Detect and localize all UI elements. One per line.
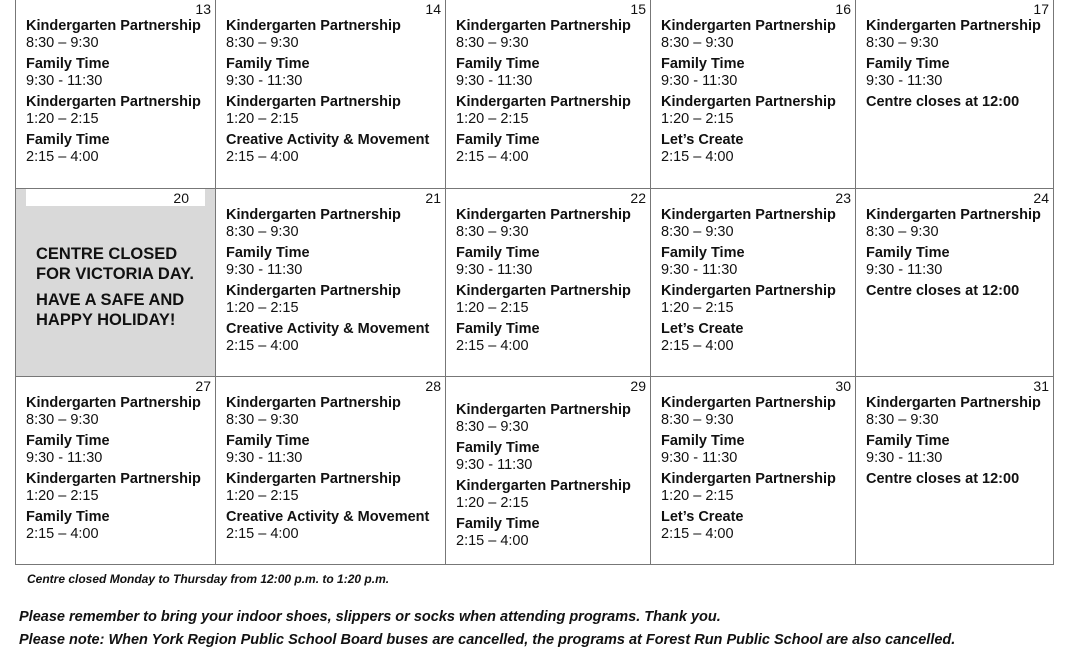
calendar-day-cell	[856, 376, 1054, 564]
event-title: Let’s Create	[661, 508, 744, 525]
event-time: 8:30 – 9:30	[456, 35, 529, 51]
day-number: 20	[26, 189, 205, 206]
day-number: 15	[630, 1, 646, 17]
early-close-note: Centre closes at 12:00	[866, 282, 1020, 299]
event-title: Family Time	[456, 320, 540, 337]
program-event	[456, 17, 640, 52]
event-time: 2:15 – 4:00	[226, 149, 299, 165]
event-title: Kindergarten Partnership	[661, 94, 836, 110]
event-time: 2:15 – 4:00	[456, 337, 529, 354]
program-event	[661, 320, 845, 355]
event-time: 8:30 – 9:30	[866, 411, 939, 428]
program-event	[456, 93, 640, 128]
event-time: 9:30 - 11:30	[456, 261, 533, 278]
event-time: 9:30 - 11:30	[226, 261, 303, 278]
event-title: Kindergarten Partnership	[456, 282, 631, 299]
event-title: Family Time	[866, 244, 950, 261]
day-events	[26, 394, 205, 543]
event-title: Creative Activity & Movement	[226, 132, 430, 148]
calendar-grid	[15, 0, 1054, 565]
program-event	[866, 244, 1043, 279]
day-events	[226, 206, 435, 355]
program-event	[226, 55, 435, 90]
day-events	[866, 206, 1043, 300]
program-event	[226, 206, 435, 241]
event-time: 8:30 – 9:30	[456, 418, 529, 435]
event-time: 2:15 – 4:00	[226, 337, 299, 354]
event-time: 9:30 - 11:30	[866, 261, 943, 278]
day-events	[456, 394, 640, 550]
event-time: 1:20 – 2:15	[456, 494, 529, 511]
program-event	[456, 131, 640, 166]
event-title: Creative Activity & Movement	[226, 508, 430, 525]
event-title: Kindergarten Partnership	[661, 394, 836, 411]
calendar-day-cell	[216, 188, 446, 376]
event-title: Family Time	[26, 508, 110, 525]
event-title: Kindergarten Partnership	[226, 282, 401, 299]
event-time: 1:20 – 2:15	[226, 299, 299, 316]
event-time: 1:20 – 2:15	[661, 299, 734, 316]
day-events	[456, 206, 640, 355]
closure-message-line: FOR VICTORIA DAY.	[36, 264, 194, 283]
event-title: Kindergarten Partnership	[661, 470, 836, 487]
program-event	[26, 17, 205, 52]
event-time: 8:30 – 9:30	[866, 35, 939, 51]
event-time: 8:30 – 9:30	[866, 223, 939, 240]
event-title: Kindergarten Partnership	[456, 94, 631, 110]
program-event	[456, 320, 640, 355]
event-title: Creative Activity & Movement	[226, 320, 430, 337]
program-event	[226, 244, 435, 279]
program-event	[456, 401, 640, 436]
event-time: 2:15 – 4:00	[661, 337, 734, 354]
program-event	[661, 17, 845, 52]
day-events	[661, 17, 845, 166]
event-title: Family Time	[866, 56, 950, 72]
calendar-day-cell	[16, 376, 216, 564]
day-number: 21	[425, 189, 441, 206]
event-title: Kindergarten Partnership	[661, 206, 836, 223]
event-time: 2:15 – 4:00	[456, 532, 529, 549]
event-title: Let’s Create	[661, 320, 744, 337]
event-time: 2:15 – 4:00	[226, 525, 299, 542]
program-event	[866, 432, 1043, 467]
program-event	[226, 320, 435, 355]
event-title: Kindergarten Partnership	[226, 18, 401, 34]
event-title: Kindergarten Partnership	[661, 282, 836, 299]
event-title: Family Time	[226, 244, 310, 261]
closure-message-line: CENTRE CLOSED	[36, 244, 178, 263]
program-event	[661, 206, 845, 241]
program-event	[661, 394, 845, 429]
program-event	[26, 508, 205, 543]
calendar-day-cell	[651, 188, 856, 376]
event-time: 2:15 – 4:00	[661, 525, 734, 542]
event-time: 9:30 - 11:30	[661, 449, 738, 466]
day-events	[866, 394, 1043, 488]
event-title: Kindergarten Partnership	[866, 394, 1041, 411]
event-time: 9:30 - 11:30	[26, 449, 103, 466]
event-time: 1:20 – 2:15	[456, 111, 529, 127]
day-number: 23	[835, 189, 851, 206]
day-events	[866, 17, 1043, 111]
event-time: 9:30 - 11:30	[456, 456, 533, 473]
program-event	[226, 394, 435, 429]
program-event	[661, 93, 845, 128]
program-event	[456, 439, 640, 474]
closure-message-line: HAVE A SAFE AND	[36, 290, 185, 309]
event-title: Family Time	[456, 439, 540, 456]
program-event	[226, 508, 435, 543]
program-event	[26, 131, 205, 166]
event-time: 8:30 – 9:30	[226, 35, 299, 51]
day-number: 13	[195, 1, 211, 17]
event-title: Kindergarten Partnership	[456, 477, 631, 494]
program-event	[456, 55, 640, 90]
event-title: Kindergarten Partnership	[226, 394, 401, 411]
event-time: 2:15 – 4:00	[661, 149, 734, 165]
program-event	[226, 131, 435, 166]
program-event	[26, 93, 205, 128]
event-title: Kindergarten Partnership	[866, 18, 1041, 34]
calendar-day-cell	[446, 188, 651, 376]
event-title: Family Time	[226, 432, 310, 449]
event-time: 8:30 – 9:30	[226, 411, 299, 428]
closure-message-line: HAPPY HOLIDAY!	[36, 310, 176, 329]
closure-footnote: Centre closed Monday to Thursday from 12:00 p.m. to 1:20 p.m.	[27, 572, 390, 586]
event-title: Kindergarten Partnership	[26, 94, 201, 110]
event-title: Family Time	[456, 515, 540, 532]
program-event	[26, 55, 205, 90]
program-event	[456, 477, 640, 512]
calendar-day-cell	[651, 0, 856, 188]
program-event	[456, 244, 640, 279]
event-time: 1:20 – 2:15	[226, 487, 299, 504]
program-event	[866, 394, 1043, 429]
event-time: 9:30 - 11:30	[26, 73, 103, 89]
event-title: Family Time	[661, 56, 745, 72]
event-time: 8:30 – 9:30	[26, 411, 99, 428]
event-time: 9:30 - 11:30	[866, 449, 943, 466]
event-title: Family Time	[456, 244, 540, 261]
event-time: 1:20 – 2:15	[26, 111, 99, 127]
reminder-shoes: Please remember to bring your indoor shoes, slippers or socks when attending programs. Thank you.	[19, 609, 721, 625]
early-close-note: Centre closes at 12:00	[866, 94, 1020, 110]
event-time: 1:20 – 2:15	[661, 111, 734, 127]
event-time: 2:15 – 4:00	[26, 525, 99, 542]
reminder-bus-cancellation: Please note: When York Region Public School Board buses are cancelled, the programs at Forest Run Public School are also cancelled.	[19, 632, 956, 648]
program-event	[661, 55, 845, 90]
event-time: 8:30 – 9:30	[226, 223, 299, 240]
event-title: Family Time	[456, 56, 540, 72]
event-time: 8:30 – 9:30	[661, 35, 734, 51]
program-event	[226, 282, 435, 317]
program-event	[866, 55, 1043, 90]
event-title: Family Time	[226, 56, 310, 72]
event-time: 8:30 – 9:30	[26, 35, 99, 51]
closed-day-cell	[16, 188, 216, 376]
event-title: Kindergarten Partnership	[456, 206, 631, 223]
program-event	[456, 206, 640, 241]
event-title: Family Time	[456, 132, 540, 148]
event-time: 9:30 - 11:30	[226, 449, 303, 466]
event-title: Kindergarten Partnership	[26, 18, 201, 34]
program-event	[26, 394, 205, 429]
program-event	[661, 432, 845, 467]
event-title: Kindergarten Partnership	[456, 18, 631, 34]
event-title: Kindergarten Partnership	[226, 94, 401, 110]
early-close-note: Centre closes at 12:00	[866, 470, 1020, 487]
program-event	[661, 470, 845, 505]
program-event	[456, 282, 640, 317]
event-title: Family Time	[661, 432, 745, 449]
program-event	[26, 470, 205, 505]
day-events	[26, 17, 205, 166]
calendar-day-cell	[651, 376, 856, 564]
calendar-day-cell	[446, 0, 651, 188]
event-title: Kindergarten Partnership	[866, 206, 1041, 223]
calendar-day-cell	[216, 0, 446, 188]
day-number: 30	[835, 377, 851, 394]
event-title: Family Time	[661, 244, 745, 261]
program-event	[226, 470, 435, 505]
event-time: 1:20 – 2:15	[456, 299, 529, 316]
event-time: 1:20 – 2:15	[26, 487, 99, 504]
calendar-week-row	[16, 0, 1054, 188]
event-time: 9:30 - 11:30	[661, 73, 738, 89]
day-number: 31	[1033, 377, 1049, 394]
event-time: 9:30 - 11:30	[456, 73, 533, 89]
event-title: Family Time	[26, 132, 110, 148]
day-number: 17	[1033, 1, 1049, 17]
event-title: Let’s Create	[661, 132, 744, 148]
day-number: 28	[425, 377, 441, 394]
program-event	[866, 17, 1043, 52]
day-events	[226, 17, 435, 166]
day-number: 29	[630, 377, 646, 394]
program-event	[661, 508, 845, 543]
event-time: 8:30 – 9:30	[456, 223, 529, 240]
calendar-week-row	[16, 188, 1054, 376]
day-events	[661, 394, 845, 543]
program-event	[661, 282, 845, 317]
event-time: 2:15 – 4:00	[26, 149, 99, 165]
event-title: Kindergarten Partnership	[26, 470, 201, 487]
event-title: Family Time	[26, 56, 110, 72]
program-event	[661, 244, 845, 279]
event-title: Kindergarten Partnership	[456, 401, 631, 418]
event-time: 2:15 – 4:00	[456, 149, 529, 165]
calendar-day-cell	[856, 188, 1054, 376]
program-event	[226, 17, 435, 52]
day-events	[456, 17, 640, 166]
event-title: Family Time	[866, 432, 950, 449]
event-time: 8:30 – 9:30	[661, 411, 734, 428]
event-time: 9:30 - 11:30	[226, 73, 303, 89]
day-number: 16	[835, 1, 851, 17]
program-event	[26, 432, 205, 467]
calendar-day-cell	[16, 0, 216, 188]
event-time: 9:30 - 11:30	[866, 73, 943, 89]
program-event	[866, 206, 1043, 241]
calendar-day-cell	[216, 376, 446, 564]
day-number: 14	[425, 1, 441, 17]
day-number: 27	[195, 377, 211, 394]
event-title: Family Time	[26, 432, 110, 449]
event-title: Kindergarten Partnership	[661, 18, 836, 34]
event-title: Kindergarten Partnership	[226, 470, 401, 487]
event-time: 9:30 - 11:30	[661, 261, 738, 278]
program-event	[456, 515, 640, 550]
calendar-week-row	[16, 376, 1054, 564]
event-time: 1:20 – 2:15	[661, 487, 734, 504]
program-event	[226, 93, 435, 128]
day-number: 22	[630, 189, 646, 206]
holiday-closure-message	[26, 206, 205, 330]
calendar-day-cell	[856, 0, 1054, 188]
event-title: Kindergarten Partnership	[226, 206, 401, 223]
calendar-day-cell	[446, 376, 651, 564]
day-events	[226, 394, 435, 543]
event-time: 1:20 – 2:15	[226, 111, 299, 127]
event-time: 8:30 – 9:30	[661, 223, 734, 240]
day-number: 24	[1033, 189, 1049, 206]
day-events	[661, 206, 845, 355]
program-event	[661, 131, 845, 166]
program-event	[226, 432, 435, 467]
event-title: Kindergarten Partnership	[26, 394, 201, 411]
